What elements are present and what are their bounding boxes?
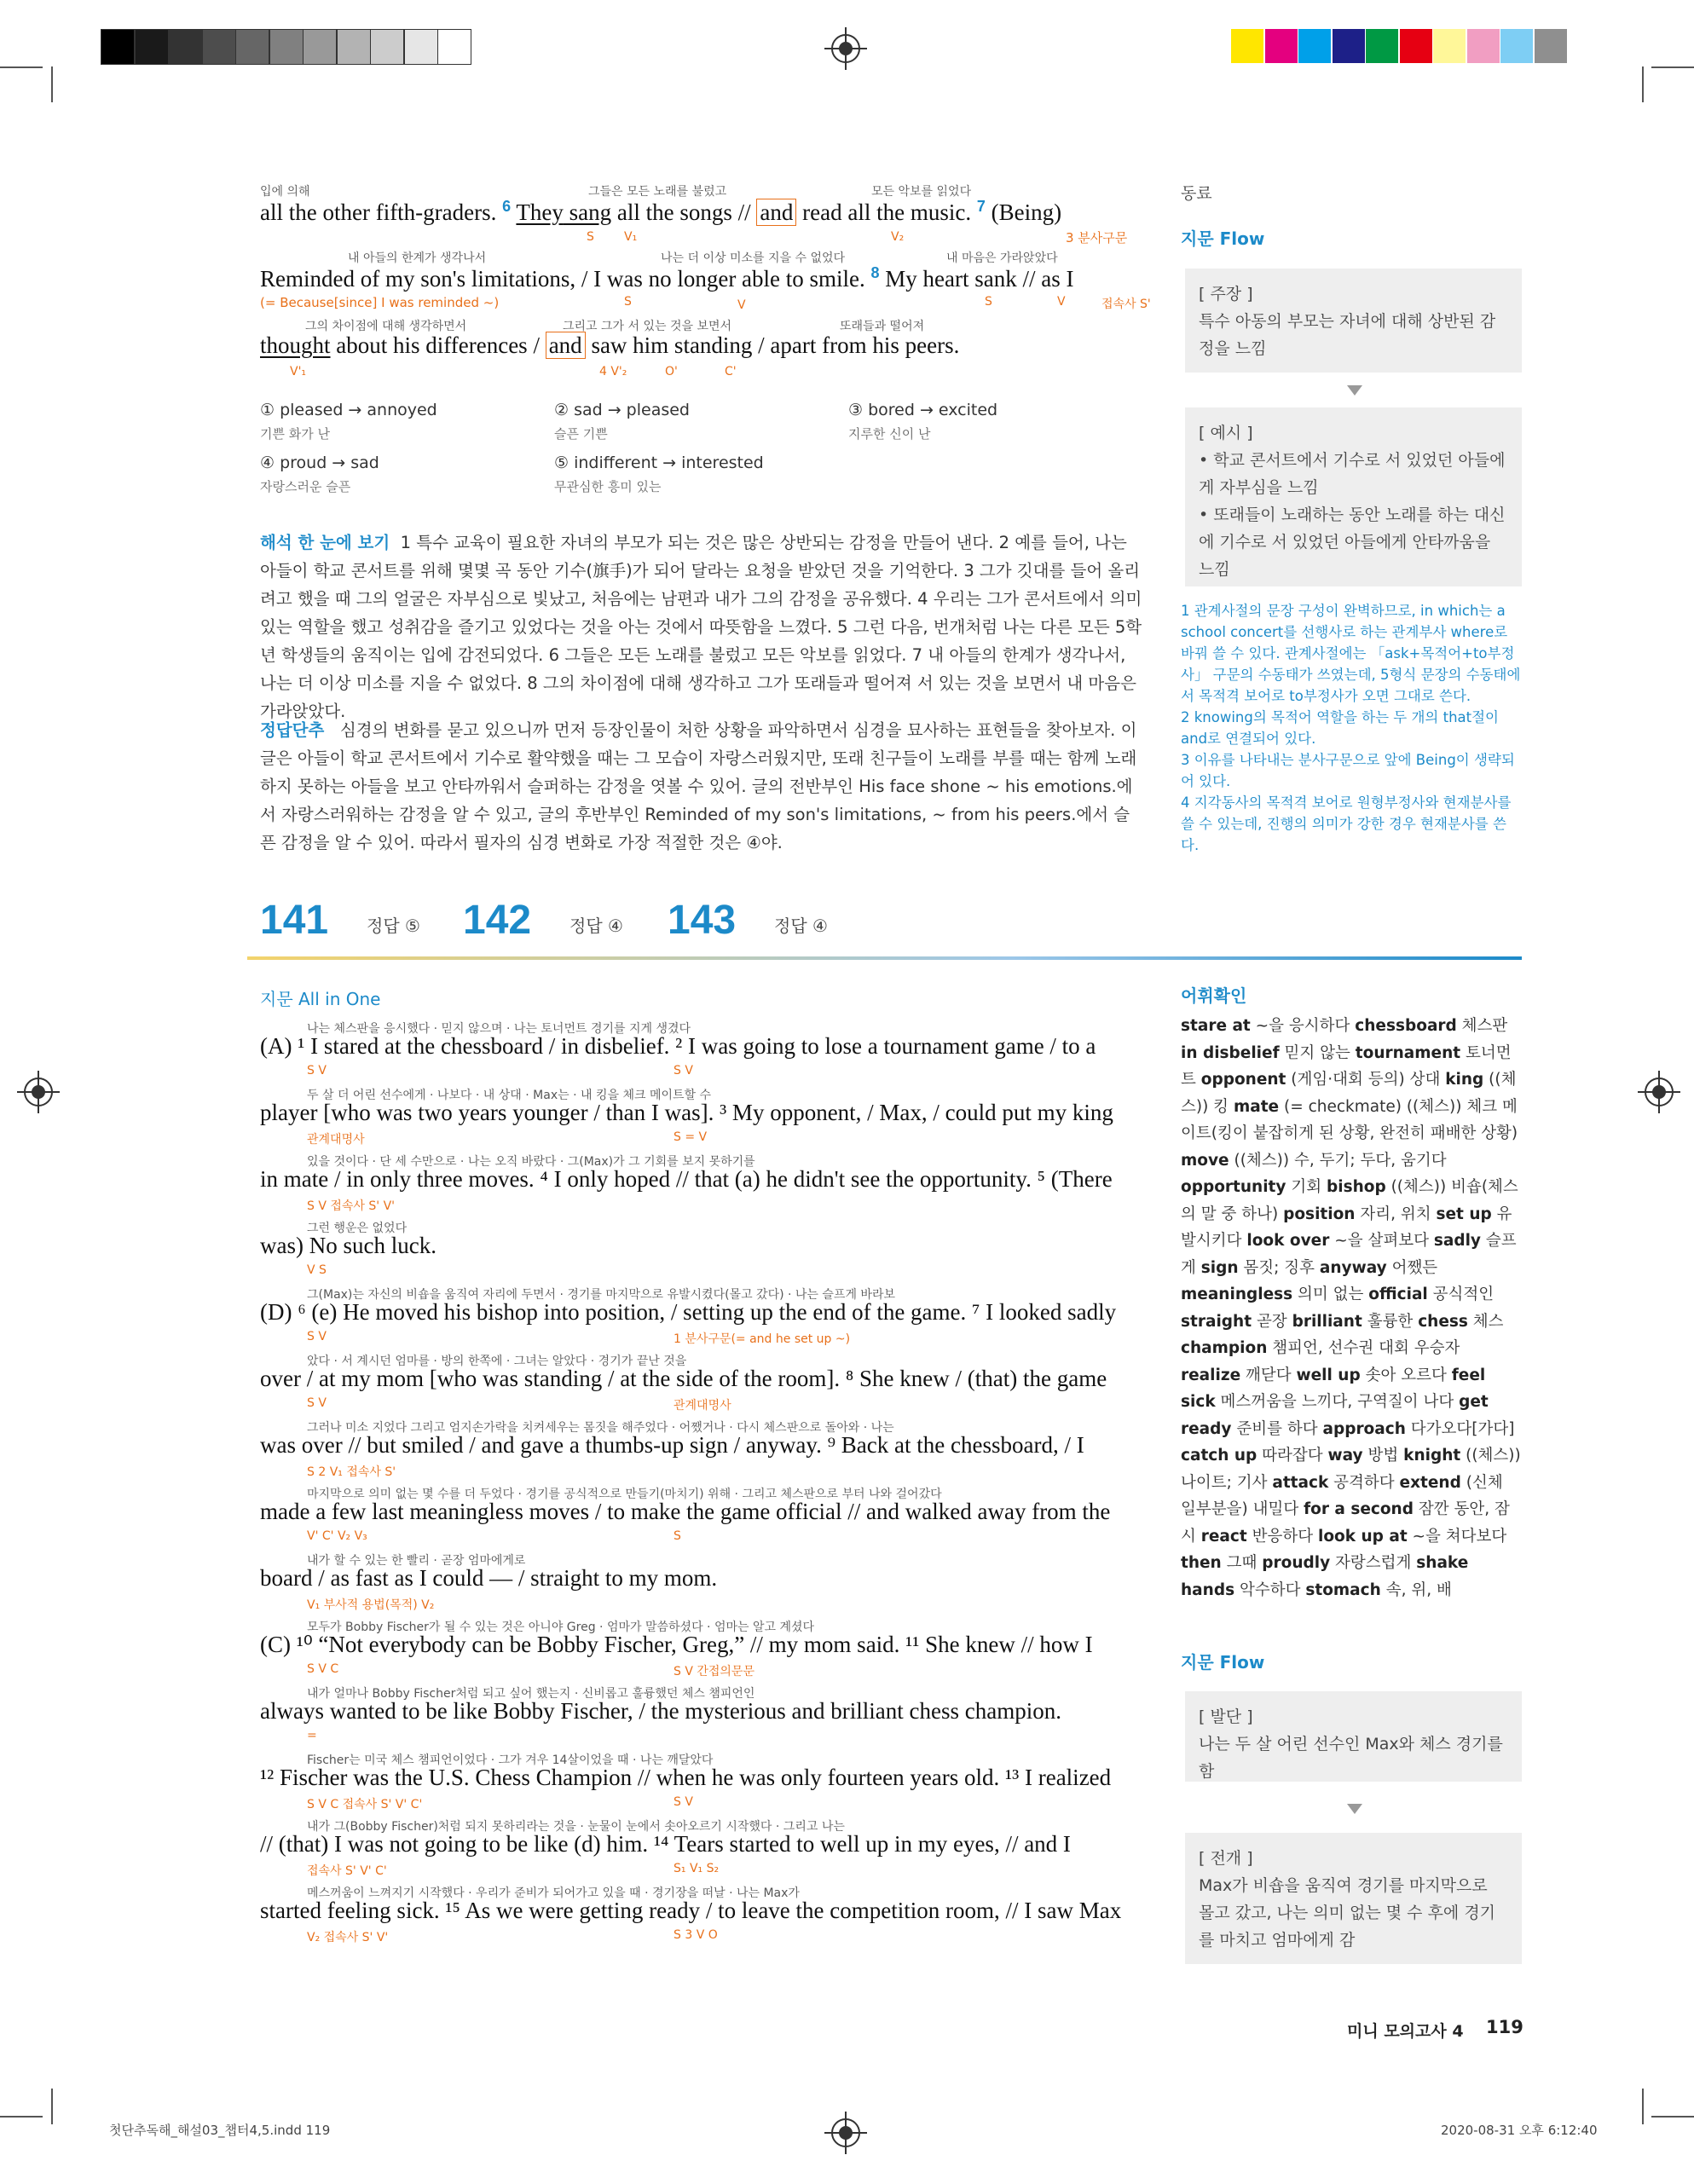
gray-swatch (235, 29, 269, 65)
sentence-line: thought about his differences / and saw him standing / apart from his peers. (260, 332, 960, 358)
answer-explanation-text: 심경의 변화를 묻고 있으니까 먼저 등장인물이 처한 상황을 파악하면서 심경을 묘사하는 표현들을 찾아보자. 이 글은 아들이 학교 콘서트에서 기수로 활약했을 때는 그 모습이 자랑스러웠지만, 또래 친구들이 노래를 부를 때는 함께 노래하지 못하는 아들을 보고 안타까워서 슬퍼하는 감정을 엿볼 수 있어. 글의 전반부인 His face shone ~ his emotions.에서 자랑스러워하는 감정을 알 수 있고, 글의 후반부인 Reminded of my son's limitations, ~ from his peers.에서 슬픈 감정을 알 수 있어. 따라서 필자의 심경 변화로 가장 적절한 것은 ④야. (260, 720, 1137, 852)
color-swatch (1400, 29, 1432, 63)
panel-head: [ 발단 ] (1199, 1707, 1253, 1726)
passage-title: 지문 All in One (260, 989, 381, 1009)
panel-head: [ 주장 ] (1199, 285, 1253, 303)
vocab-entry: shake hands 악수하다 (1181, 1554, 1469, 1599)
grammar-tag: S = V (674, 1130, 708, 1144)
sentence-line: board / as fast as I could — / straight to my mom. (260, 1565, 718, 1591)
vocab-entry: in disbelief 믿지 않는 (1181, 1043, 1356, 1062)
vocab-entry: knight ((체스)) 나이트; 기사 (1181, 1447, 1521, 1492)
panel-body: 나는 두 살 어린 선수인 Max와 체스 경기를 함 (1199, 1735, 1503, 1781)
gloss: 있을 것이다 · 단 세 수만으로 · 나는 오직 바랐다 · 그(Max)가 그 기회를 보지 못하기를 (307, 1155, 755, 1169)
tag: S (587, 230, 594, 244)
gloss: 그(Max)는 자신의 비숍을 움직여 자리에 두면서 · 경기를 마지막으로 유발시켰다(몰고 갔다) · 나는 슬프게 바라보 (307, 1288, 895, 1302)
section-divider (247, 956, 1522, 960)
sentence-line: Reminded of my son's limitations, / I was no longer able to smile. $^8$ My heart sank // as I (260, 264, 1074, 292)
question-number: 142 (463, 898, 532, 943)
grammar-tag: 1 분사구문(= and he set up ~) (674, 1332, 851, 1346)
color-swatch (1467, 29, 1500, 63)
panel-head: [ 전개 ] (1199, 1849, 1253, 1868)
vocab-entry: position 자리, 위치 (1283, 1205, 1437, 1223)
color-swatch (1231, 29, 1263, 63)
question-number: 141 (260, 898, 329, 943)
vocab-title: 어휘확인 (1181, 985, 1247, 1006)
answer-explanation (260, 716, 1142, 857)
vocab-entry: look up at ~을 쳐다보다 (1317, 1527, 1507, 1546)
flow-panel-example (1185, 407, 1522, 586)
gloss: 메스꺼움이 느껴지기 시작했다 · 우리가 준비가 되어가고 있을 때 · 경기장을 떠날 · 나는 Max가 (307, 1886, 800, 1900)
vocab-entry: catch up 따라잡다 (1181, 1447, 1328, 1465)
vocab-entry: tournament 토너먼트 (1181, 1043, 1512, 1089)
grammar-tag: S V C (307, 1662, 339, 1676)
grammar-tag: S V 접속사 S' V' (307, 1199, 395, 1213)
grammar-note: 2 knowing의 목적어 역할을 하는 두 개의 that절이 and로 연결되어 있다. (1181, 709, 1499, 747)
color-swatch (1500, 29, 1533, 63)
gloss: 내가 얼마나 Bobby Fischer처럼 되고 싶어 했는지 · 신비롭고 훌륭했던 체스 챔피언인 (307, 1687, 755, 1701)
gloss: 모두가 Bobby Fischer가 될 수 있는 것은 아니야 Greg · 엄마가 말씀하셨다 · 엄마는 알고 계셨다 (307, 1621, 815, 1634)
sentence-line: over / at my mom [who was standing / at the side of the room]. ⁸ She knew / (that) the game (260, 1366, 1107, 1391)
answer-label: 정답 ⑤ (367, 916, 420, 936)
vocab-entry: extend (신체 일부분을) 내밀다 (1181, 1473, 1503, 1518)
sentence-line: (C) ¹⁰ “Not everybody can be Bobby Fischer, Greg,” // my mom said. ¹¹ She knew // how I (260, 1632, 1093, 1657)
tag: S (624, 295, 632, 309)
arrow-down-icon (1347, 1804, 1362, 1814)
vocab-entry: straight 곧장 (1181, 1312, 1292, 1331)
grammar-tag: S V (307, 1064, 327, 1078)
answer-choice: ④ proud → sad 자랑스러운 슬픈 (260, 454, 379, 494)
vocab-entry: stomach 속, 위, 배 (1305, 1580, 1452, 1599)
vocab-entry: mate (= checkmate) ((체스)) 체크 메이트(킹이 붙잡히게 된 상황, 완전히 패배한 상황) (1181, 1097, 1518, 1142)
tag: 4 V'₂ (599, 365, 627, 378)
vocab-entry: well up 솟아 오르다 (1296, 1366, 1452, 1384)
panel-body: Max가 비숍을 움직여 경기를 마지막으로 몰고 갔고, 나는 의미 없는 몇 수 후에 경기를 마치고 엄마에게 감 (1199, 1876, 1496, 1950)
vocab-entry: opportunity 기회 (1181, 1178, 1327, 1196)
flow-title: 지문 Flow (1181, 1652, 1265, 1673)
crop-mark (0, 66, 43, 68)
gray-swatch (202, 29, 236, 65)
grammar-note: 4 지각동사의 목적격 보어로 원형부정사와 현재분사를 쓸 수 있는데, 진행의 의미가 강한 경우 현재분사를 쓴다. (1181, 794, 1512, 853)
grammar-tag: S V 간접의문문 (674, 1665, 754, 1678)
translation-text: 1 특수 교육이 필요한 자녀의 부모가 되는 것은 많은 상반되는 감정을 만들어 낸다. 2 예를 들어, 나는 아들이 학교 콘서트를 위해 몇몇 곡 동안 기수(旗手)가 되어 달라는 요청을 받았던 것을 기억한다. 3 그가 깃대를 들어 올리려고 했을 때 그의 얼굴은 자부심으로 빛났고, 처음에는 남편과 내가 그의 감정을 공유했다. 4 우리는 그가 콘서트에서 의미 있는 역할을 했고 성취감을 즐기고 있었다는 것을 아는 것에서 따뜻함을 느꼈다. 5 그런 다음, 번개처럼 나는 다른 모든 5학년 학생들의 움직이는 입에 감전되었다. 6 그들은 모든 노래를 불렀고 모든 악보를 읽었다. 7 내 아들의 한계가 생각나서, 나는 더 이상 미소를 지을 수 없었다. 8 그의 차이점에 대해 생각하고 그가 또래들과 떨어져 서 있는 것을 보면서 내 마음은 가라앉았다. (260, 533, 1142, 721)
tag: O' (665, 365, 678, 378)
color-swatch (1298, 29, 1331, 63)
gray-swatch (370, 29, 404, 65)
tag: V'₁ (290, 365, 307, 378)
sentence-line: (D) ⁶ (e) He moved his bishop into position, / setting up the end of the game. ⁷ I looked sadly (260, 1299, 1117, 1325)
sentence-line: ¹² Fischer was the U.S. Chess Champion // when he was only fourteen years old. ¹³ I realized (260, 1765, 1112, 1790)
vocab-entry: proudly 자랑스럽게 (1262, 1554, 1417, 1572)
grammar-tag: S V (307, 1330, 327, 1343)
color-swatch (1535, 29, 1567, 63)
vocab-entry: feel sick 메스꺼움을 느끼다, 구역질이 나다 (1181, 1366, 1486, 1411)
vocab-entry: get ready 준비를 하다 (1181, 1393, 1489, 1438)
vocab-entry: opponent (게임·대회 등의) 상대 (1200, 1071, 1446, 1089)
gloss: Fischer는 미국 체스 챔피언이었다 · 그가 겨우 14살이었을 때 · 나는 깨달았다 (307, 1754, 714, 1767)
vocab-entry: brilliant 훌륭한 (1292, 1312, 1419, 1331)
gloss: 그러나 미소 지었다 그리고 엄지손가락을 치켜세우는 몸짓을 해주었다 · 어쨌거나 · 다시 체스판으로 돌아와 · 나는 (307, 1421, 894, 1435)
grammar-tag: S 3 V O (674, 1928, 718, 1942)
grammar-tag: S₁ V₁ S₂ (674, 1862, 720, 1875)
crop-mark (1651, 2116, 1694, 2118)
vocab-entry: anyway 어쨌든 (1319, 1258, 1438, 1277)
vocab-entry: then 그때 (1181, 1554, 1263, 1572)
answer-label: 정답 ④ (774, 916, 828, 936)
gloss: 입에 의해 (260, 185, 310, 199)
vocab-entry: sign 몸짓; 징후 (1200, 1258, 1320, 1277)
flow-title: 지문 Flow (1181, 228, 1265, 249)
grammar-note: 3 이유를 나타내는 분사구문으로 앞에 Being이 생략되어 있다. (1181, 752, 1515, 789)
grammar-tag: S 2 V₁ 접속사 S' (307, 1465, 396, 1479)
gray-swatch (303, 29, 337, 65)
gloss: 그의 차이점에 대해 생각하면서 (305, 320, 467, 333)
sentence-line: made a few last meaningless moves / to make the game official // and walked away from the (260, 1499, 1111, 1524)
vocab-entry: react 반응하다 (1200, 1527, 1318, 1546)
grammar-tag: S (674, 1529, 681, 1543)
arrow-down-icon (1347, 385, 1362, 396)
crop-mark (1642, 66, 1644, 102)
crop-mark (51, 66, 53, 102)
vocab-entry: look over ~을 살펴보다 (1246, 1232, 1434, 1250)
gloss: 내가 그(Bobby Fischer)처럼 되지 못하리라는 것을 · 눈물이 눈에서 솟아오르기 시작했다 · 그리고 나는 (307, 1820, 845, 1834)
grammar-tag: S V (674, 1064, 693, 1078)
question-number: 143 (668, 898, 737, 943)
grammar-tag: V' C' V₂ V₃ (307, 1529, 367, 1543)
crop-mark (1642, 2089, 1644, 2124)
grammar-tag: V₁ 부사적 용법(목적) V₂ (307, 1598, 435, 1612)
gray-swatch (437, 29, 471, 65)
answer-explanation-label: 정답단추 (260, 720, 325, 740)
tag: S (985, 295, 992, 309)
tag: V (1057, 295, 1066, 309)
grammar-notes (1181, 600, 1522, 856)
vocab-entry: for a second 잠깐 동안, 잠시 (1181, 1500, 1510, 1546)
panel-body: 특수 아동의 부모는 자녀에 대해 상반된 감정을 느낌 (1199, 312, 1496, 358)
grammar-tag: V₂ 접속사 S' V' (307, 1931, 389, 1944)
annotation: 3 분사구문 (1066, 230, 1128, 246)
gloss: 내가 할 수 있는 한 빨리 · 곧장 엄마에게로 (307, 1554, 526, 1568)
flow-panel-claim (1185, 269, 1522, 373)
vocab-entry: move ((체스)) 수, 두기; 두다, 움기다 (1181, 1151, 1447, 1170)
tag: V₂ (891, 230, 905, 244)
gloss: 나는 더 이상 미소를 지을 수 없었다 (661, 251, 846, 265)
flow-panel-start (1185, 1691, 1522, 1782)
vocab-entry: realize 깨닫다 (1181, 1366, 1297, 1384)
grammar-tag: S V C 접속사 S' V' C' (307, 1798, 423, 1811)
translation-block (260, 529, 1142, 725)
sentence-line: was) No such luck. (260, 1233, 437, 1258)
grammar-tag: 관계대명사 (674, 1399, 731, 1413)
gloss: 내 마음은 가라앉았다 (946, 251, 1058, 265)
sentence-line: (A) ¹ I stared at the chessboard / in disbelief. ² I was going to lose a tournament game / to a (260, 1033, 1096, 1059)
crop-mark (51, 2089, 53, 2124)
sentence-line: player [who was two years younger / than I was]. ³ My opponent, / Max, / could put my king (260, 1100, 1113, 1125)
registration-mark-icon (1645, 1078, 1674, 1106)
registration-mark-icon (24, 1078, 53, 1106)
gloss: 았다 · 서 계시던 엄마를 · 방의 한쪽에 · 그녀는 알았다 · 경기가 끝난 것을 (307, 1355, 687, 1368)
vocab-entry: attack 공격하다 (1272, 1473, 1400, 1492)
timestamp: 2020-08-31 오후 6:12:40 (1441, 2123, 1598, 2138)
grammar-tag: S V (674, 1795, 693, 1809)
sentence-line: was over // but smiled / and gave a thumbs-up sign / anyway. ⁹ Back at the chessboard, / I (260, 1432, 1084, 1458)
gloss: 마지막으로 의미 없는 몇 수를 더 두었다 · 경기를 공식적으로 만들기(마치기) 위해 · 그리고 체스판으로 부터 나와 걸어갔다 (307, 1488, 942, 1501)
grammar-tag: S V (307, 1396, 327, 1410)
gloss: 또래들과 떨어져 (840, 320, 925, 333)
gray-swatch (135, 29, 169, 65)
tag: V (737, 298, 746, 312)
vocab-entry: chessboard 체스판 (1355, 1017, 1508, 1035)
gloss: 나는 체스판을 응시했다 · 믿지 않으며 · 나는 토너먼트 경기를 지게 생겼다 (307, 1022, 691, 1036)
vocab-entry: set up 유발시키다 (1181, 1205, 1512, 1250)
vocab-entry: champion 챔피언, 선수권 대회 우승자 (1181, 1339, 1460, 1357)
translation-label: 해석 한 눈에 보기 (260, 533, 390, 552)
vocab-entry: bishop ((체스)) 비숍(체스의 말 중 하나) (1181, 1178, 1518, 1223)
sentence-line: in mate / in only three moves. ⁴ I only hoped // that (a) he didn't see the opportunity. ⁵ (There (260, 1166, 1113, 1192)
gloss: 내 아들의 한계가 생각나서 (348, 251, 487, 265)
side-label: 동료 (1181, 184, 1212, 203)
grammar-tag: 관계대명사 (307, 1133, 365, 1147)
vocab-entry: sadly 슬프게 (1181, 1232, 1517, 1277)
color-swatch (1366, 29, 1398, 63)
gray-swatch (269, 29, 304, 65)
page-number: 119 (1486, 2017, 1523, 2037)
answer-choice: ① pleased → annoyed 기쁜 화가 난 (260, 401, 437, 442)
gloss: 두 살 더 어린 선수에게 · 나보다 · 내 상대 · Max는 · 내 킹을 체크 메이트할 수 (307, 1089, 712, 1102)
sentence-line: started feeling sick. ¹⁵ As we were getting ready / to leave the competition room, // I saw Max (260, 1898, 1122, 1923)
registration-mark-icon (831, 2118, 860, 2147)
series-label: 미니 모의고사 4 (1347, 2022, 1464, 2041)
panel-head: [ 예시 ] (1199, 424, 1253, 442)
flow-panel-development (1185, 1833, 1522, 1964)
grammar-tag: 접속사 S' V' C' (307, 1864, 387, 1878)
vocab-entry: king ((체스)) 킹 (1181, 1071, 1517, 1116)
gloss: 그런 행운은 없었다 (307, 1222, 408, 1235)
panel-bullet: • 또래들이 노래하는 동안 노래를 하는 대신에 기수로 서 있었던 아들에게 안타까움을 느낌 (1199, 506, 1506, 579)
color-swatch (1333, 29, 1365, 63)
gloss: 모든 악보를 읽었다 (871, 185, 972, 199)
tag: 접속사 S' (1101, 298, 1151, 311)
vocab-entry: approach 다가오다[가다] (1322, 1419, 1515, 1438)
annotation: (= Because[since] I was reminded ~) (260, 295, 500, 310)
vocab-entry: stare at ~을 응시하다 (1181, 1017, 1356, 1035)
sentence-line: always wanted to be like Bobby Fischer, / the mysterious and brilliant chess champion. (260, 1698, 1061, 1724)
gray-swatch (101, 29, 135, 65)
answer-label: 정답 ④ (569, 916, 623, 936)
gray-swatch (168, 29, 202, 65)
vocab-list (1181, 1013, 1522, 1603)
color-swatch (1265, 29, 1298, 63)
gray-swatch (404, 29, 438, 65)
grammar-note: 1 관계사절의 문장 구성이 완벽하므로, in which는 a school concert를 선행사로 하는 관계부사 where로 바꿔 쓸 수 있다. 관계사절에는 「ask+목적어+to부정사」 구문의 수동태가 쓰였는데, 5형식 문장의 수동태에서 목적격 보어로 to부정사가 오면 그대로 쓴다. (1181, 603, 1521, 704)
tag: C' (725, 365, 737, 378)
answer-choice: ③ bored → excited 지루한 신이 난 (848, 401, 998, 442)
answer-choice: ⑤ indifferent → interested 무관심한 흥미 있는 (554, 454, 764, 494)
sentence-line: // (that) I was not going to be like (d) him. ¹⁴ Tears started to well up in my eyes, // and I (260, 1831, 1071, 1857)
tag: V₁ (624, 230, 638, 244)
grammar-tag: = (307, 1729, 317, 1742)
vocab-entry: way 방법 (1327, 1447, 1404, 1465)
registration-mark-icon (831, 34, 860, 63)
gray-swatch (337, 29, 371, 65)
vocab-entry: meaningless 의미 없는 (1181, 1286, 1369, 1303)
gloss: 그리고 그가 서 있는 것을 보면서 (563, 320, 732, 333)
file-name: 첫단추독해_해설03_챕터4,5.indd 119 (109, 2123, 331, 2138)
color-swatch (1433, 29, 1466, 63)
sentence-line: all the other fifth-graders. $^6$ They sang all the songs // and read all the music. $^7$ (Being) (260, 198, 1062, 225)
gloss: 그들은 모든 노래를 불렀고 (588, 185, 727, 199)
vocab-entry: official 공식적인 (1368, 1286, 1495, 1303)
crop-mark (1651, 66, 1694, 68)
vocab-entry: chess 체스 (1418, 1312, 1504, 1331)
crop-mark (0, 2116, 43, 2118)
answer-choice: ② sad → pleased 슬픈 기쁜 (554, 401, 690, 442)
grammar-tag: V S (307, 1263, 327, 1277)
panel-bullet: • 학교 콘서트에서 기수로 서 있었던 아들에게 자부심을 느낌 (1199, 451, 1506, 497)
